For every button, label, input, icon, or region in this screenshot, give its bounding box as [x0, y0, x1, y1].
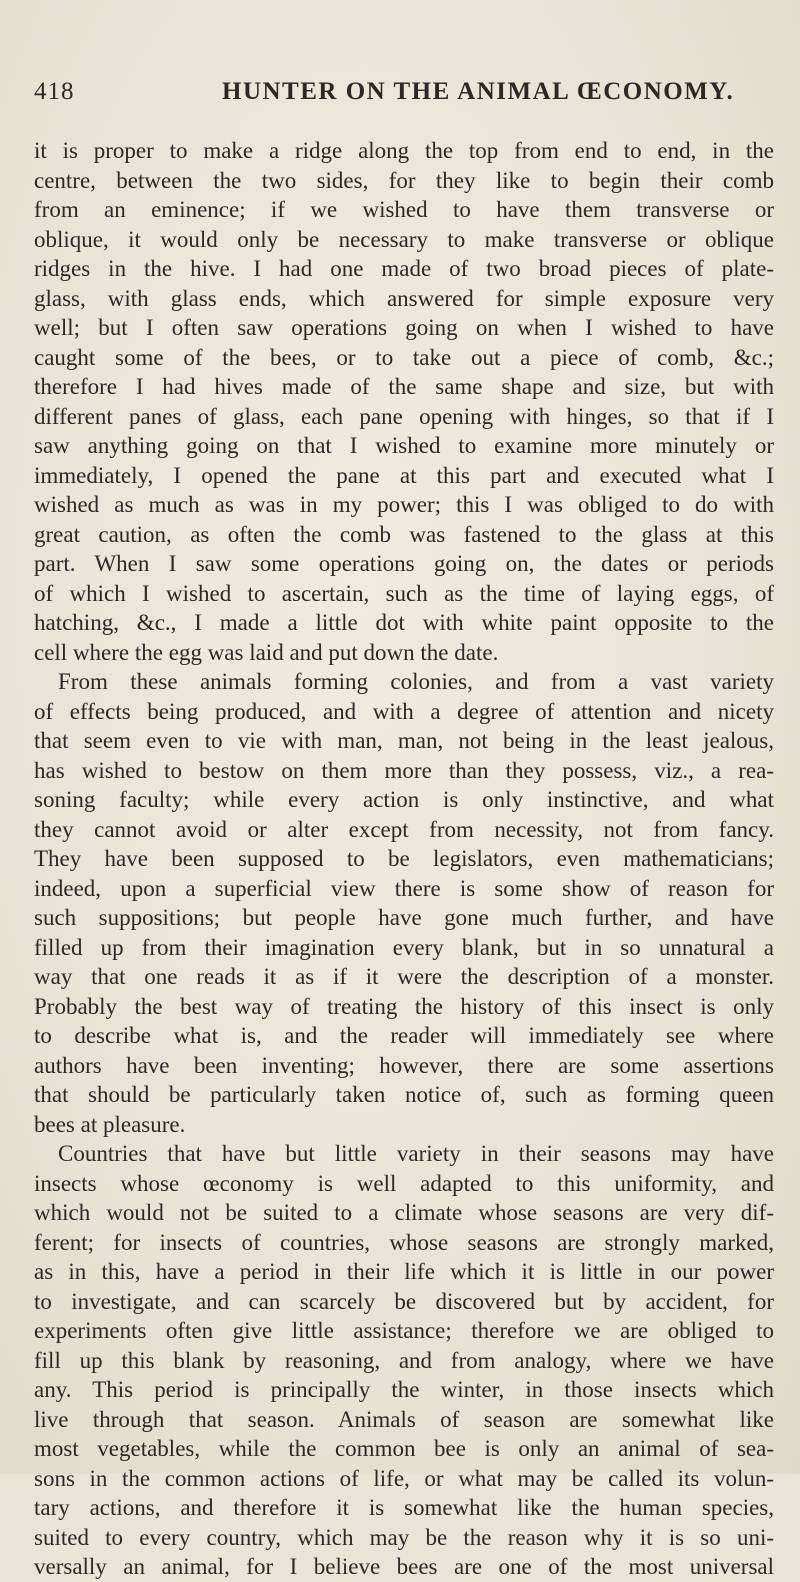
- text-line: part. When I saw some operations going on, the dates or periods: [34, 551, 774, 576]
- text-line: soning faculty; while every action is only instinctive, and what: [34, 787, 774, 812]
- text-line: indeed, upon a superficial view there is some show of reason for: [34, 875, 774, 901]
- text-line: they cannot avoid or alter except from necessity, not from fancy.: [34, 816, 774, 842]
- text-line: saw anything going on that I wished to examine more minutely or: [34, 433, 774, 458]
- page-number: 418: [34, 78, 75, 105]
- body-text: [34, 136, 774, 1582]
- running-head: HUNTER ON THE ANIMAL ŒCONOMY.: [222, 78, 735, 105]
- text-line: cell where the egg was laid and put down the date.: [34, 639, 499, 665]
- text-line: of effects being produced, and with a degree of attention and nicety: [34, 698, 774, 724]
- text-line: authors have been inventing; however, there are some assertions: [34, 1052, 774, 1078]
- text-line: tary actions, and therefore it is somewhat like the human species,: [34, 1495, 774, 1520]
- text-line: They have been supposed to be legislators, even mathematicians;: [34, 846, 774, 871]
- text-line: most vegetables, while the common bee is only an animal of sea-: [34, 1436, 774, 1461]
- text-line: as in this, have a period in their life which it is little in our power: [34, 1259, 774, 1284]
- text-line: Countries that have but little variety in their seasons may have: [58, 1141, 774, 1166]
- text-line: it is proper to make a ridge along the top from end to end, in the: [34, 138, 774, 163]
- text-line: live through that season. Animals of season are somewhat like: [34, 1406, 774, 1432]
- text-line: insects whose œconomy is well adapted to this uniformity, and: [34, 1170, 774, 1196]
- text-line: such suppositions; but people have gone much further, and have: [34, 905, 774, 930]
- text-line: different panes of glass, each pane opening with hinges, so that if I: [34, 403, 774, 429]
- text-line: of which I wished to ascertain, such as the time of laying eggs, of: [34, 580, 774, 606]
- text-line: glass, with glass ends, which answered for simple exposure very: [34, 285, 774, 311]
- text-line: immediately, I opened the pane at this part and executed what I: [34, 462, 774, 488]
- text-line: bees at pleasure.: [34, 1111, 186, 1137]
- text-line: ridges in the hive. I had one made of two broad pieces of plate-: [34, 256, 774, 281]
- text-line: well; but I often saw operations going on when I wished to have: [34, 315, 774, 340]
- text-line: any. This period is principally the winter, in those insects which: [34, 1377, 774, 1402]
- text-line: oblique, it would only be necessary to make transverse or oblique: [34, 226, 774, 252]
- text-line: from an eminence; if we wished to have them transverse or: [34, 197, 774, 222]
- text-line: sons in the common actions of life, or what may be called its volun-: [34, 1465, 774, 1491]
- text-line: fill up this blank by reasoning, and from analogy, where we have: [34, 1347, 774, 1373]
- text-line: Probably the best way of treating the history of this insect is only: [34, 993, 774, 1019]
- text-line: to describe what is, and the reader will immediately see where: [34, 1023, 774, 1048]
- text-line: way that one reads it as if it were the description of a monster.: [34, 964, 774, 989]
- page-header: [34, 78, 774, 114]
- text-line: centre, between the two sides, for they like to begin their comb: [34, 167, 774, 193]
- text-line: wished as much as was in my power; this I was obliged to do with: [34, 492, 774, 517]
- text-line: suited to every country, which may be the reason why it is so uni-: [34, 1524, 774, 1550]
- text-line: great caution, as often the comb was fastened to the glass at this: [34, 521, 774, 547]
- text-line: versally an animal, for I believe bees are one of the most universal: [34, 1554, 774, 1579]
- text-line: hatching, &c., I made a little dot with white paint opposite to the: [34, 610, 774, 635]
- text-line: to investigate, and can scarcely be discovered but by accident, for: [34, 1288, 774, 1314]
- text-line: experiments often give little assistance; therefore we are obliged to: [34, 1318, 774, 1343]
- text-line: filled up from their imagination every blank, but in so unnatural a: [34, 934, 774, 960]
- text-line: that should be particularly taken notice of, such as forming queen: [34, 1082, 774, 1107]
- text-line: From these animals forming colonies, and from a vast variety: [58, 669, 774, 694]
- text-line: that seem even to vie with man, man, not being in the least jealous,: [34, 728, 774, 753]
- text-line: has wished to bestow on them more than they possess, viz., a rea-: [34, 757, 774, 783]
- text-line: therefore I had hives made of the same shape and size, but with: [34, 374, 774, 399]
- text-line: which would not be suited to a climate whose seasons are very dif-: [34, 1200, 774, 1225]
- text-line: ferent; for insects of countries, whose seasons are strongly marked,: [34, 1229, 774, 1255]
- text-line: caught some of the bees, or to take out a piece of comb, &c.;: [34, 344, 774, 370]
